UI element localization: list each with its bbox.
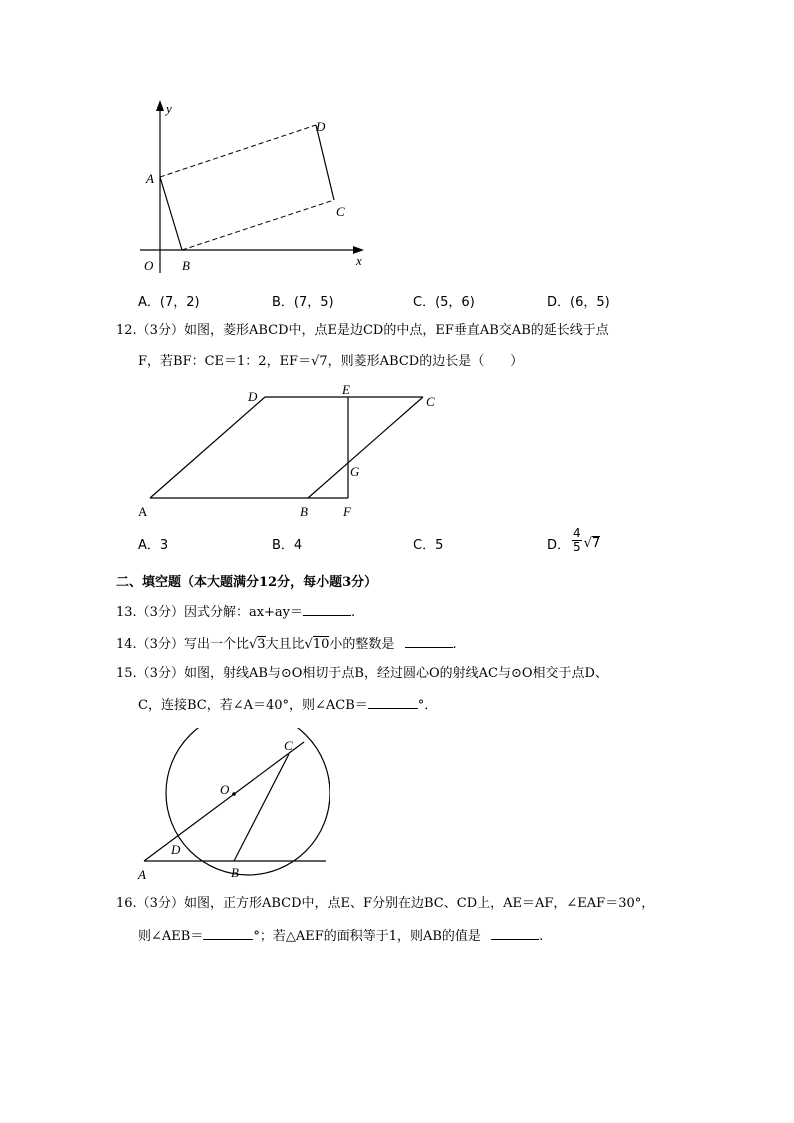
q15-line1: 15.（3分）如图，射线AB与⊙O相切于点B，经过圆心O的射线AC与⊙O相交于点D、: [116, 666, 608, 681]
label-g: G: [350, 464, 360, 479]
label-b: B: [231, 865, 239, 880]
segment-ab: [160, 177, 182, 250]
q15-figure: [130, 728, 330, 888]
q14-radicand-2: 10: [312, 637, 330, 652]
q15-line2-text: C，连接BC，若∠A＝40°，则∠ACB＝: [138, 698, 368, 713]
label-x: x: [356, 253, 362, 268]
q16-line1: 16.（3分）如图，正方形ABCD中，点E、F分别在边BC、CD上，AE＝AF，∠EAF＝30°，: [116, 896, 655, 911]
q12-option-d: [547, 527, 600, 554]
rhombus-bc: [308, 397, 423, 498]
fraction-denominator: 5: [573, 540, 581, 554]
label-c: C: [426, 394, 435, 409]
label-a: A: [146, 171, 154, 186]
center-point: [232, 792, 236, 796]
ray-ac: [144, 742, 304, 861]
q16-line2-mid: °；若△AEF的面积等于1，则AB的值是: [253, 929, 481, 944]
q12-figure: [130, 384, 450, 524]
q14-pre: 14.（3分）写出一个比: [116, 637, 249, 652]
q14-mid: 大且比: [265, 637, 305, 652]
q12-line1: 12.（3分）如图，菱形ABCD中，点E是边CD的中点，EF垂直AB交AB的延长线于点: [116, 323, 609, 338]
q16-line2: [138, 926, 543, 947]
label-d: D: [316, 119, 326, 134]
q15-line2-unit: °．: [417, 698, 438, 713]
label-c: C: [336, 204, 345, 219]
label-d: D: [171, 842, 181, 857]
q15-line2: [138, 695, 437, 716]
q16-answer-blank-2[interactable]: [491, 926, 539, 940]
label-origin: O: [144, 258, 154, 273]
fraction-numerator: 4: [573, 526, 581, 540]
q13-text: 13.（3分）因式分解：ax+ay＝: [116, 605, 304, 620]
label-a: A: [138, 867, 146, 882]
q13: [116, 602, 355, 623]
q16-line2-pre: 则∠AEB＝: [138, 929, 204, 944]
q14-answer-blank[interactable]: [405, 634, 453, 648]
segment-bc: [234, 754, 289, 861]
q12-option-d-radicand: 7: [591, 536, 601, 551]
label-e: E: [342, 384, 350, 397]
q14: [116, 634, 457, 655]
q11-option-b: B．(7，5): [272, 295, 334, 310]
q14-post: 小的整数是: [329, 637, 395, 652]
sqrt-icon: √: [583, 536, 592, 551]
q14-radicand-1: 3: [257, 637, 266, 652]
q11-option-c: C．(5，6): [413, 295, 475, 310]
y-axis-arrow: [156, 100, 164, 111]
label-b: B: [300, 504, 308, 519]
q13-answer-blank[interactable]: [303, 602, 351, 616]
segment-ad-dashed: [160, 125, 316, 177]
label-y: y: [166, 101, 172, 116]
q15-answer-blank[interactable]: [368, 695, 418, 709]
q12-line2: F，若BF：CE＝1：2，EF＝√7，则菱形ABCD的边长是（ ）: [138, 354, 524, 369]
rhombus-ad: [150, 397, 265, 498]
segment-cd: [316, 125, 334, 200]
q13-end: .: [351, 605, 356, 620]
q12-option-c: C．5: [413, 538, 444, 553]
sqrt-icon: √: [248, 637, 258, 652]
segment-bc-dashed: [182, 200, 334, 250]
q16-answer-blank-1[interactable]: [203, 926, 253, 940]
sqrt-icon: √: [304, 637, 313, 652]
label-c: C: [284, 738, 293, 753]
q11-option-d: D．(6，5): [547, 295, 610, 310]
section-2-title: 二、填空题（本大题满分12分，每小题3分）: [116, 575, 378, 590]
q12-option-a: A．3: [138, 538, 169, 553]
q11-option-a: A．(7，2): [138, 295, 200, 310]
q14-end: .: [452, 637, 457, 652]
circle-o: [166, 728, 330, 875]
label-d: D: [248, 389, 258, 404]
q16-line2-end: .: [539, 929, 544, 944]
q11-figure: [130, 95, 380, 280]
q12-option-b: B．4: [272, 538, 303, 553]
q12-option-d-fraction: [572, 527, 582, 554]
label-b: B: [182, 258, 190, 273]
label-o: O: [220, 782, 230, 797]
q12-option-d-letter: D．: [547, 538, 571, 553]
label-a: A: [138, 504, 148, 519]
label-f: F: [343, 504, 351, 519]
